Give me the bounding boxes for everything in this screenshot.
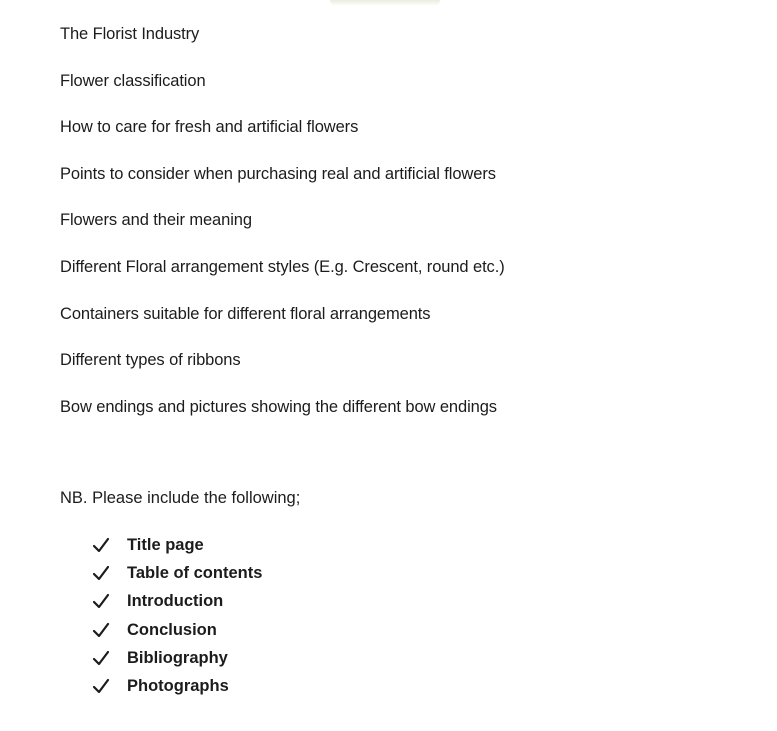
topic-item: Different Floral arrangement styles (E.g. Crescent, round etc.): [60, 257, 505, 276]
checklist-item-label: Bibliography: [127, 648, 228, 667]
checklist-item: [92, 644, 262, 672]
checklist-item-label: Table of contents: [127, 564, 263, 583]
checkmark-icon: [92, 677, 110, 695]
requirements-checklist: [92, 531, 262, 700]
topic-item: Containers suitable for different floral arrangements: [60, 304, 431, 323]
checklist-item: [92, 616, 262, 644]
topic-item: The Florist Industry: [60, 25, 200, 43]
checklist-item-label: Photographs: [127, 677, 229, 696]
checklist-item-label: Introduction: [127, 592, 224, 611]
checklist-item-label: Conclusion: [127, 620, 217, 639]
checkmark-icon: [92, 621, 110, 639]
checkmark-icon: [92, 536, 110, 554]
topic-list: [60, 22, 505, 441]
checklist-item-label: Title page: [127, 536, 204, 555]
nb-note: NB. Please include the following;: [60, 489, 301, 507]
topic-item: How to care for fresh and artificial flowers: [60, 118, 359, 137]
topic-item: Flowers and their meaning: [60, 211, 252, 230]
checkmark-icon: [92, 564, 110, 582]
scan-smudge: [330, 0, 440, 6]
checkmark-icon: [92, 592, 110, 610]
topic-item: Different types of ribbons: [60, 351, 241, 370]
checkmark-icon: [92, 649, 110, 667]
checklist-item: [92, 559, 262, 587]
topic-item: Flower classification: [60, 71, 206, 90]
checklist-item: [92, 587, 262, 615]
checklist-item: [92, 531, 262, 559]
checklist-item: [92, 672, 262, 700]
topic-item: Points to consider when purchasing real and artificial flowers: [60, 164, 496, 183]
topic-item: Bow endings and pictures showing the different bow endings: [60, 397, 497, 416]
